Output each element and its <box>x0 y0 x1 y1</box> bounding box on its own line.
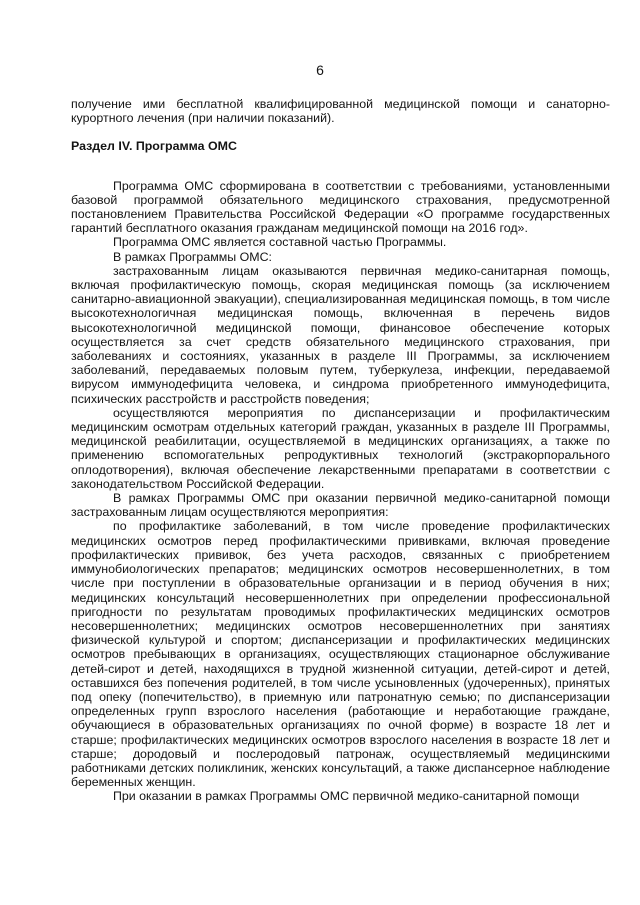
paragraph-primary-care-intro: В рамках Программы ОМС при оказании первичной медико-санитарной помощи застрахованным лицам осуществляются мероприятия: <box>71 491 610 520</box>
paragraph-program-basis: Программа ОМС сформирована в соответствии с требованиями, установленными базовой программой обязательного медицинского страхования, предусмотренной постановлением Правительства Российской Федерации «О программе государственных гарантий бесплатного оказания гражданам медицинской помощи на 2016 год». <box>71 178 610 236</box>
paragraph-program-part: Программа ОМС является составной частью Программы. <box>113 235 447 250</box>
paragraph-primary-care-continued: При оказании в рамках Программы ОМС первичной медико-санитарной помощи <box>113 789 580 804</box>
paragraph-continuation: получение ими бесплатной квалифицированной медицинской помощи и санаторно-курортного лечения (при наличии показаний). <box>71 97 610 126</box>
paragraph-insured-care: застрахованным лицам оказываются первичная медико-санитарная помощь, включая профилактическую помощь, скорая медицинская помощь (за исключением санитарно-авиационной эвакуации), специализированная медицинская помощь, в том числе высокотехнологичная медицинская помощь, включенная в перечень видов высокотехнологичной медицинской помощи, финансовое обеспечение которых осуществляется за счет средств обязательного медицинского страхования, при заболеваниях и состояниях, указанных в разделе III Программы, за исключением заболеваний, передаваемых половым путем, туберкулеза, инфекции, передаваемой вирусом иммунодефицита человека, и синдрома приобретенного иммунодефицита, психических расстройств и расстройств поведения; <box>71 263 610 406</box>
paragraph-measures: осуществляются мероприятия по диспансеризации и профилактическим медицинским осмотрам отдельных категорий граждан, указанных в разделе III Программы, медицинской реабилитации, осуществляемой в медицинских организациях, а также по применению вспомогательных репродуктивных технологий (экстракорпорального оплодотворения), включая обеспечение лекарственными препаратами в соответствии с законодательством Российской Федерации. <box>71 405 610 491</box>
paragraph-prevention: по профилактике заболеваний, в том числе проведение профилактических медицинских осмотров перед профилактическими прививками, включая проведение профилактических прививок, без учета расходов, связанных с приобретением иммунобиологических препаратов; медицинских осмотров несовершеннолетних, в том числе при поступлении в образовательные организации и в период обучения в них; медицинских консультаций несовершеннолетних при определении профессиональной пригодности по результатам проводимых профилактических медицинских осмотров несовершеннолетних; медицинских осмотров несовершеннолетних при занятиях физической культурой и спортом; диспансеризации и профилактических медицинских осмотров пребывающих в организациях, осуществляющих стационарное обслуживание детей-сирот и детей, находящихся в трудной жизненной ситуации, детей-сирот и детей, оставшихся без попечения родителей, в том числе усыновленных (удочеренных), принятых под опеку (попечительство), в приемную или патронатную семью; по диспансеризации определенных групп взрослого населения (работающие и неработающие граждане, обучающиеся в образовательных организациях по очной форме) в возрасте 18 лет и старше; профилактических медицинских осмотров взрослого населения в возрасте 18 лет и старше; дородовый и послеродовый патронаж, осуществляемый медицинскими работниками детских поликлиник, женских консультаций, а также диспансерное наблюдение беременных женщин. <box>71 519 610 790</box>
paragraph-program-scope-intro: В рамках Программы ОМС: <box>113 249 272 264</box>
page-number: 6 <box>316 62 324 78</box>
section-heading: Раздел IV. Программа ОМС <box>71 139 237 154</box>
document-body <box>71 97 610 804</box>
